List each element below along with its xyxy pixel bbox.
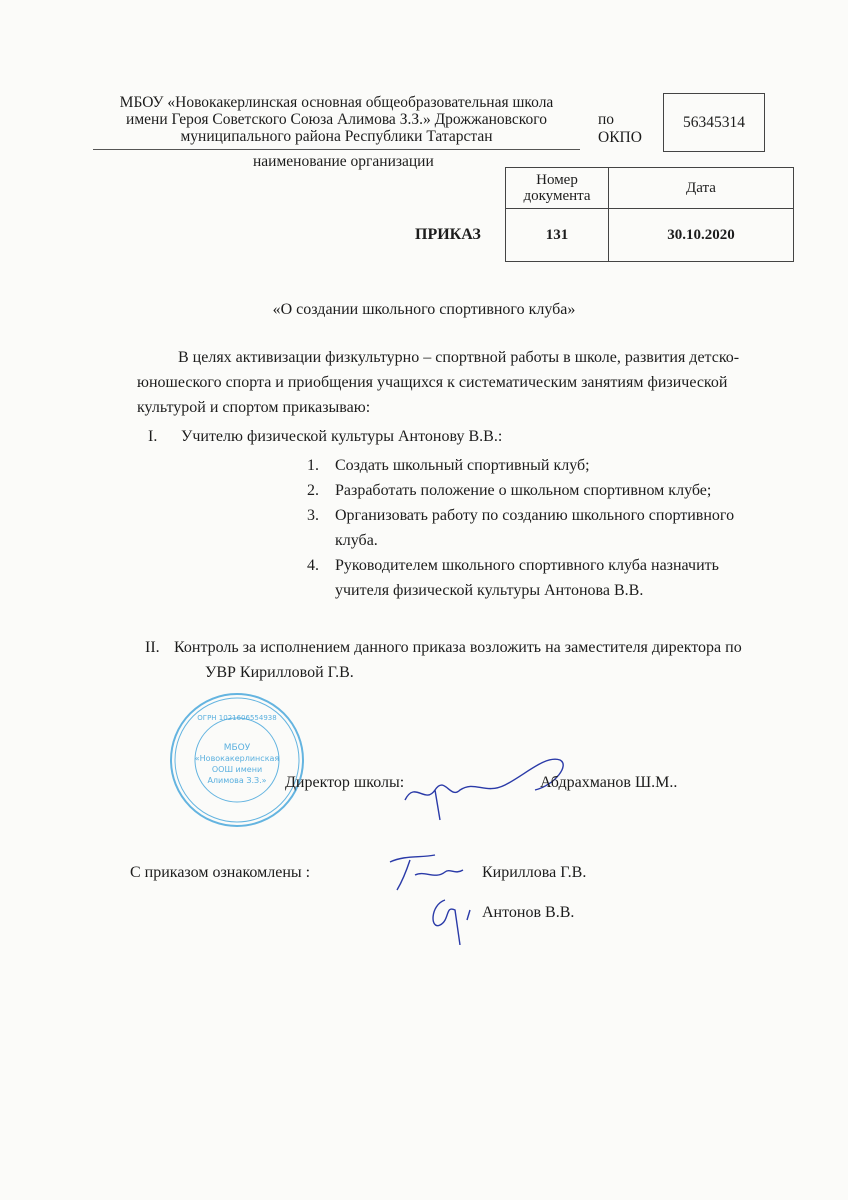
acquainted-label: С приказом ознакомлены : <box>130 864 311 881</box>
header-text: документа <box>523 188 591 204</box>
list-item-continued: клуба. <box>335 532 378 549</box>
intro-line: юношеского спорта и приобщения учащихся к систематическим занятиям физической <box>137 374 728 391</box>
item-number: 3. <box>307 507 319 524</box>
stamp-line: МБОУ <box>223 743 251 753</box>
official-stamp <box>167 690 307 830</box>
director-name: Абдрахманов Ш.М.. <box>540 774 678 791</box>
stamp-line: ООШ имени <box>211 765 263 774</box>
list-item: Организовать работу по созданию школьного спортивного <box>335 507 735 524</box>
order-title: «О создании школьного спортивного клуба» <box>272 301 576 318</box>
okpo-code-box <box>663 93 765 152</box>
intro-line: культурой и спортом приказываю: <box>137 399 371 416</box>
list-item-continued: учителя физической культуры Антонова В.В. <box>335 582 644 599</box>
organization-caption: наименование организации <box>253 153 434 170</box>
section-numeral: II. <box>145 639 160 656</box>
col-date-header: Дата <box>609 168 794 209</box>
doc-date: 30.10.2020 <box>609 209 794 262</box>
section-text-continued: УВР Кирилловой Г.В. <box>205 664 354 681</box>
okpo-label: ОКПО <box>598 129 642 146</box>
org-line: муниципального района Республики Татарстан <box>180 128 493 145</box>
section-text: Контроль за исполнением данного приказа возложить на заместителя директора по <box>174 639 742 656</box>
doc-type: ПРИКАЗ <box>415 226 481 243</box>
stamp-ogrn: ОГРН 1021606554938 <box>197 714 277 722</box>
okpo-code: 56345314 <box>683 113 745 131</box>
section-text: Учителю физической культуры Антонову В.В.: <box>181 428 503 445</box>
order-table <box>505 167 794 262</box>
item-number: 4. <box>307 557 319 574</box>
doc-number: 131 <box>506 209 609 262</box>
acquainted-name: Антонов В.В. <box>482 904 575 921</box>
director-label: Директор школы: <box>285 774 405 791</box>
list-item: Создать школьный спортивный клуб; <box>335 457 590 474</box>
org-line: имени Героя Советского Союза Алимова З.З.» Дрожжановского <box>126 111 547 128</box>
section-numeral: I. <box>148 428 158 445</box>
header-text: Номер <box>536 172 578 188</box>
item-number: 2. <box>307 482 319 499</box>
stamp-line: «Новокакерлинская <box>194 754 280 763</box>
okpo-label-po: по <box>598 111 615 128</box>
organization-underline <box>93 149 580 150</box>
item-number: 1. <box>307 457 319 474</box>
intro-line: В целях активизации физкультурно – спортвной работы в школе, развития детско- <box>178 349 740 366</box>
acquainted-name: Кириллова Г.В. <box>482 864 587 881</box>
col-number-header <box>506 168 609 209</box>
organization-name <box>93 94 580 145</box>
list-item: Разработать положение о школьном спортивном клубе; <box>335 482 712 499</box>
list-item: Руководителем школьного спортивного клуба назначить <box>335 557 719 574</box>
acquainted-signatures <box>385 850 475 945</box>
org-line: МБОУ «Новокакерлинская основная общеобразовательная школа <box>119 94 554 111</box>
stamp-line: Алимова З.З.» <box>207 776 267 785</box>
